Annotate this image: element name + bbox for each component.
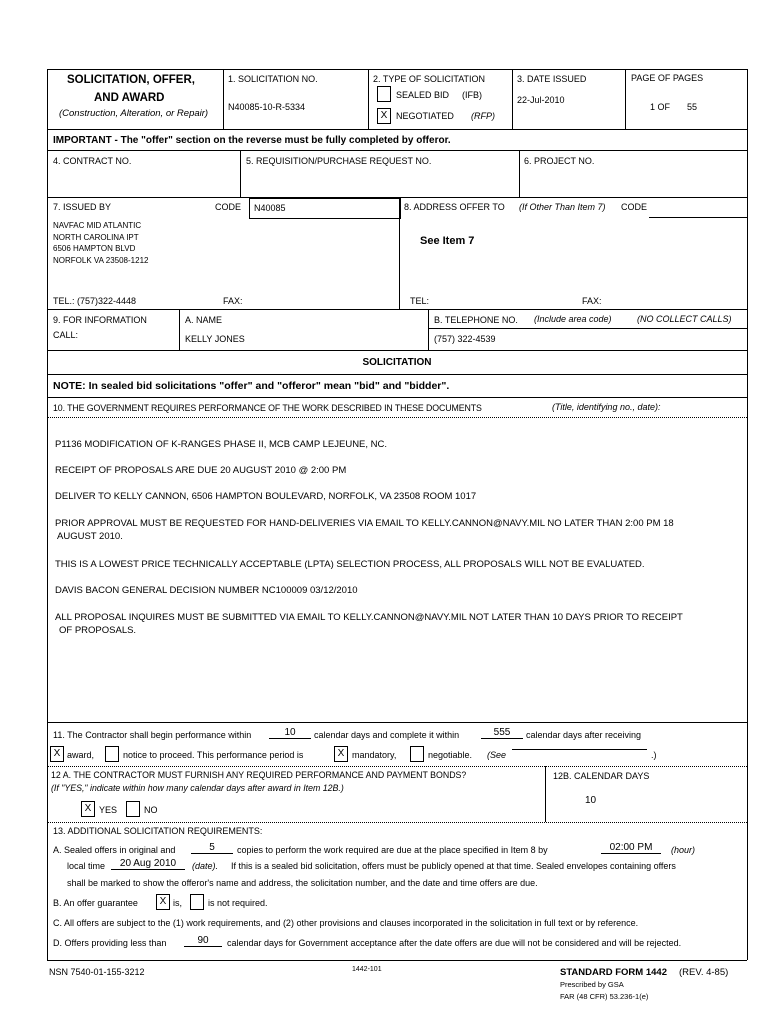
mandatory-label: mandatory, (352, 750, 397, 760)
item13a-text4: shall be marked to show the offeror's name and address, the solicitation number, and the date and time offers are due. (67, 878, 538, 888)
negotiable-checkbox[interactable] (410, 746, 424, 762)
bonds-yes-checkbox[interactable]: X (81, 801, 95, 817)
item12b-label: 12B. CALENDAR DAYS (553, 771, 650, 781)
form-revision: (REV. 4-85) (679, 967, 729, 978)
guarantee-isnot-label: is not required. (208, 898, 268, 908)
negotiated-abbr: (RFP) (471, 111, 495, 121)
item13d-text1: D. Offers providing less than (53, 938, 167, 948)
info-phone-value: (757) 322-4539 (434, 334, 496, 344)
issued-tel: TEL.: (757)322-4448 (53, 296, 137, 306)
form-name: STANDARD FORM 1442 (560, 967, 667, 978)
issued-address-2: NORTH CAROLINA IPT (53, 233, 139, 242)
issued-code-field[interactable] (249, 198, 401, 219)
ntp-label: notice to proceed. This performance period is (123, 750, 304, 760)
form-title-line2: AND AWARD (94, 92, 165, 104)
nsn-number: NSN 7540-01-155-3212 (49, 967, 145, 977)
solicitation-heading: SOLICITATION (362, 357, 432, 368)
sealed-bid-abbr: (IFB) (462, 90, 482, 100)
local-time-label: local time (67, 861, 106, 871)
guarantee-is-checkbox[interactable]: X (156, 894, 170, 910)
item10-qualifier: (Title, identifying no., date): (552, 402, 661, 412)
item10-line7a: ALL PROPOSAL INQUIRES MUST BE SUBMITTED VIA EMAIL TO KELLY.CANNON@NAVY.MIL NOT LATER THAN 10 DAYS PRIOR TO RECEIPT (55, 612, 683, 623)
guarantee-isnot-checkbox[interactable] (190, 894, 204, 910)
project-no-label: 6. PROJECT NO. (524, 156, 595, 166)
negotiable-label: negotiable. (428, 750, 473, 760)
form-code: 1442-101 (352, 966, 382, 973)
see-end: .) (651, 750, 657, 760)
issued-address-4: NORFOLK VA 23508-1212 (53, 256, 149, 265)
item10-line4b: AUGUST 2010. (57, 531, 123, 542)
bonds-no-label: NO (144, 805, 158, 815)
address-offer-value: See Item 7 (420, 235, 475, 247)
issued-fax: FAX: (223, 296, 243, 306)
negotiated-label: NEGOTIATED (396, 111, 454, 121)
negotiated-checkbox[interactable]: X (377, 108, 391, 124)
info-collect-note: (NO COLLECT CALLS) (637, 314, 732, 324)
see-label: (See (487, 750, 507, 760)
info-label-line1: 9. FOR INFORMATION (53, 315, 147, 325)
issued-address-1: NAVFAC MID ATLANTIC (53, 221, 142, 230)
important-note: IMPORTANT - The "offer" section on the reverse must be fully completed by offeror. (53, 135, 451, 146)
award-checkbox[interactable]: X (50, 746, 64, 762)
address-offer-fax: FAX: (582, 296, 602, 306)
address-offer-label: 8. ADDRESS OFFER TO (404, 202, 505, 212)
issued-code-label: CODE (215, 202, 242, 212)
issued-address-3: 6506 HAMPTON BLVD (53, 244, 136, 253)
hour-label: (hour) (671, 845, 696, 855)
item12a-label: 12 A. THE CONTRACTOR MUST FURNISH ANY REQUIRED PERFORMANCE AND PAYMENT BONDS? (51, 770, 467, 780)
mandatory-checkbox[interactable]: X (334, 746, 348, 762)
item10-line3: DELIVER TO KELLY CANNON, 6506 HAMPTON BOULEVARD, NORFOLK, VA 23508 ROOM 1017 (55, 491, 477, 502)
info-area-note: (Include area code) (534, 314, 612, 324)
ntp-checkbox[interactable] (105, 746, 119, 762)
bonds-no-checkbox[interactable] (126, 801, 140, 817)
total-pages: 55 (687, 102, 698, 112)
page-of-pages-label: PAGE OF PAGES (631, 73, 704, 83)
acceptance-days-field[interactable]: 90 (184, 935, 222, 947)
item10-line1: P1136 MODIFICATION OF K-RANGES PHASE II, MCB CAMP LEJEUNE, NC. (55, 439, 388, 450)
date-issued-label: 3. DATE ISSUED (517, 74, 587, 84)
info-label-line2: CALL: (53, 330, 79, 340)
item10-line5: THIS IS A LOWEST PRICE TECHNICALLY ACCEPTABLE (LPTA) SELECTION PROCESS, ALL PROPOSALS WILL NOT BE EVALUATED. (55, 559, 645, 570)
guarantee-is-label: is, (173, 898, 182, 908)
sealed-bid-checkbox[interactable] (377, 86, 391, 102)
item13b-text1: B. An offer guarantee (53, 898, 138, 908)
begin-days-field[interactable]: 10 (269, 727, 311, 739)
item12a-note: (If "YES," indicate within how many calendar days after award in Item 12B.) (51, 783, 344, 793)
complete-days-field[interactable]: 555 (481, 727, 523, 739)
info-name-label: A. NAME (185, 315, 223, 325)
date-issued-value: 22-Jul-2010 (517, 95, 565, 105)
award-label: award, (67, 750, 95, 760)
see-reference-field[interactable] (512, 749, 647, 750)
item13d-text2: calendar days for Government acceptance after the date offers are due will not be considered and will be rejected. (227, 938, 682, 948)
item13a-text2: copies to perform the work required are due at the place specified in Item 8 by (237, 845, 548, 855)
item10-line4a: PRIOR APPROVAL MUST BE REQUESTED FOR HAND-DELIVERIES VIA EMAIL TO KELLY.CANNON@NAVY.MIL NO LATER THAN 2:00 PM 18 (55, 518, 674, 529)
item12b-value: 10 (585, 795, 597, 806)
item11-text3: calendar days after receiving (526, 730, 642, 740)
item11-text1: 11. The Contractor shall begin performance within (53, 730, 252, 740)
issued-by-label: 7. ISSUED BY (53, 202, 112, 212)
address-offer-tel: TEL: (410, 296, 430, 306)
solicitation-no-label: 1. SOLICITATION NO. (228, 74, 318, 84)
due-date-field[interactable]: 20 Aug 2010 (111, 858, 185, 870)
solicitation-no-value: N40085-10-R-5334 (228, 102, 306, 112)
address-offer-code-label: CODE (621, 202, 648, 212)
form-title-line1: SOLICITATION, OFFER, (67, 74, 195, 86)
contract-no-label: 4. CONTRACT NO. (53, 156, 132, 166)
sealed-bid-label: SEALED BID (396, 90, 450, 100)
bonds-yes-label: YES (99, 805, 118, 815)
prescribed-by: Prescribed by GSA (560, 980, 624, 989)
due-time-field[interactable]: 02:00 PM (601, 842, 661, 854)
solicitation-type-label: 2. TYPE OF SOLICITATION (373, 74, 486, 84)
item11-text2: calendar days and complete it within (314, 730, 460, 740)
item13a-text1: A. Sealed offers in original and (53, 845, 176, 855)
form-title-line3: (Construction, Alteration, or Repair) (59, 108, 209, 119)
item10-line7b: OF PROPOSALS. (59, 625, 137, 636)
item13c-text: C. All offers are subject to the (1) work requirements, and (2) other provisions and clauses incorporated in the solicitation in full text or by reference. (53, 918, 639, 928)
page-number: 1 OF (650, 102, 671, 112)
item10-label: 10. THE GOVERNMENT REQUIRES PERFORMANCE OF THE WORK DESCRIBED IN THESE DOCUMENTS (53, 403, 482, 413)
item10-line2: RECEIPT OF PROPOSALS ARE DUE 20 AUGUST 2010 @ 2:00 PM (55, 465, 347, 476)
sealed-bid-note: NOTE: In sealed bid solicitations "offer" and "offeror" mean "bid" and "bidder". (53, 380, 450, 392)
issued-code-value: N40085 (254, 203, 286, 213)
item10-line6: DAVIS BACON GENERAL DECISION NUMBER NC100009 03/12/2010 (55, 585, 358, 596)
info-name-value: KELLY JONES (185, 334, 245, 344)
date-label: (date). (192, 861, 219, 871)
copies-field[interactable]: 5 (191, 842, 233, 854)
requisition-no-label: 5. REQUISITION/PURCHASE REQUEST NO. (246, 156, 432, 166)
address-offer-qualifier: (If Other Than Item 7) (519, 202, 606, 212)
item13-label: 13. ADDITIONAL SOLICITATION REQUIREMENTS: (53, 826, 263, 836)
item13a-text3: If this is a sealed bid solicitation, offers must be publicly opened at that time. Sealed envelopes containing offers (231, 861, 676, 871)
info-phone-label: B. TELEPHONE NO. (434, 315, 518, 325)
far-reference: FAR (48 CFR) 53.236-1(e) (560, 992, 649, 1001)
